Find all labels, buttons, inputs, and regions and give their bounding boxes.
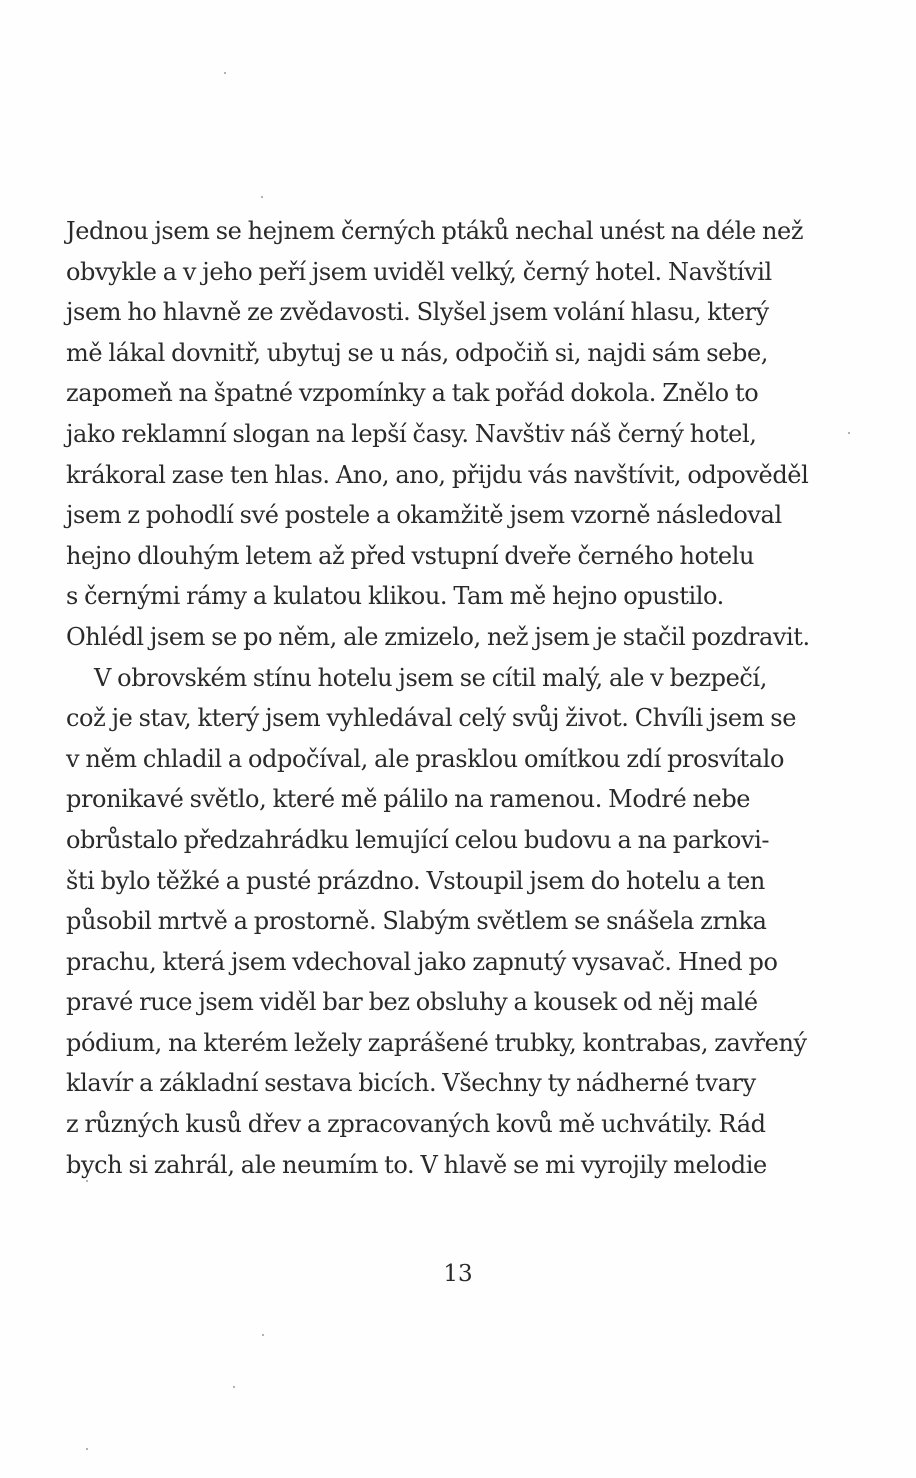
text-line: což je stav, který jsem vyhledával celý svůj život. Chvíli jsem se: [66, 704, 797, 733]
paper-speck: [848, 432, 850, 434]
page-number: 13: [443, 1261, 473, 1287]
text-line: Jednou jsem se hejnem černých ptáků nechal unést na déle než: [66, 217, 804, 245]
paragraph-2: [66, 658, 834, 1226]
text-line: pronikavé světlo, které mě pálilo na ramenou. Modré nebe: [66, 785, 751, 814]
text-line: pravé ruce jsem viděl bar bez obsluhy a kousek od něj malé: [66, 988, 758, 1017]
text-line: krákoral zase ten hlas. Ano, ano, přijdu vás navštívit, odpověděl: [66, 460, 809, 489]
text-line: V obrovském stínu hotelu jsem se cítil malý, ale v bezpečí,: [94, 663, 767, 692]
text-line: s černými rámy a kulatou klikou. Tam mě hejno opustilo.: [66, 582, 724, 611]
paragraph-1: [66, 211, 834, 658]
text-line: jsem ho hlavně ze zvědavosti. Slyšel jsem volání hlasu, který: [66, 298, 769, 327]
text-line: působil mrtvě a prostorně. Slabým světlem se snášela zrnka: [66, 907, 767, 936]
text-line: obvykle a v jeho peří jsem uviděl velký, černý hotel. Navštívil: [66, 257, 772, 286]
body-text: [66, 211, 834, 1226]
text-line: mě lákal dovnitř, ubytuj se u nás, odpočiň si, najdi sám sebe,: [66, 338, 768, 367]
paper-speck: [262, 1334, 264, 1336]
paper-speck: [261, 196, 263, 198]
text-line: [66, 1185, 834, 1226]
text-line: Ohlédl jsem se po něm, ale zmizelo, než jsem je stačil pozdravit.: [66, 622, 810, 651]
text-line: šti bylo těžké a pusté prázdno. Vstoupil jsem do hotelu a ten: [66, 866, 765, 895]
text-line: obrůstalo předzahrádku lemující celou budovu a na parkovi-: [66, 825, 770, 854]
text-line: zapomeň na špatné vzpomínky a tak pořád dokola. Znělo to: [66, 379, 759, 408]
paper-speck: [224, 72, 226, 74]
text-line: pódium, na kterém ležely zaprášené trubky, kontrabas, zavřený: [66, 1028, 807, 1057]
text-line: jako reklamní slogan na lepší časy. Navštiv náš černý hotel,: [66, 419, 757, 448]
text-line: prachu, která jsem vdechoval jako zapnutý vysavač. Hned po: [66, 947, 778, 976]
text-line: hejno dlouhým letem až před vstupní dveře černého hotelu: [66, 541, 755, 570]
text-line: z různých kusů dřev a zpracovaných kovů mě uchvátily. Rád: [66, 1110, 766, 1139]
paper-speck: [233, 1386, 235, 1388]
text-line: jsem z pohodlí své postele a okamžitě jsem vzorně následoval: [66, 501, 782, 530]
paper-speck: [86, 1448, 88, 1450]
text-line: bych si zahrál, ale neumím to. V hlavě se mi vyrojily melodie: [66, 1150, 767, 1179]
text-line: v něm chladil a odpočíval, ale prasklou omítkou zdí prosvítalo: [66, 744, 785, 773]
text-line: klavír a základní sestava bicích. Všechny ty nádherné tvary: [66, 1069, 756, 1098]
